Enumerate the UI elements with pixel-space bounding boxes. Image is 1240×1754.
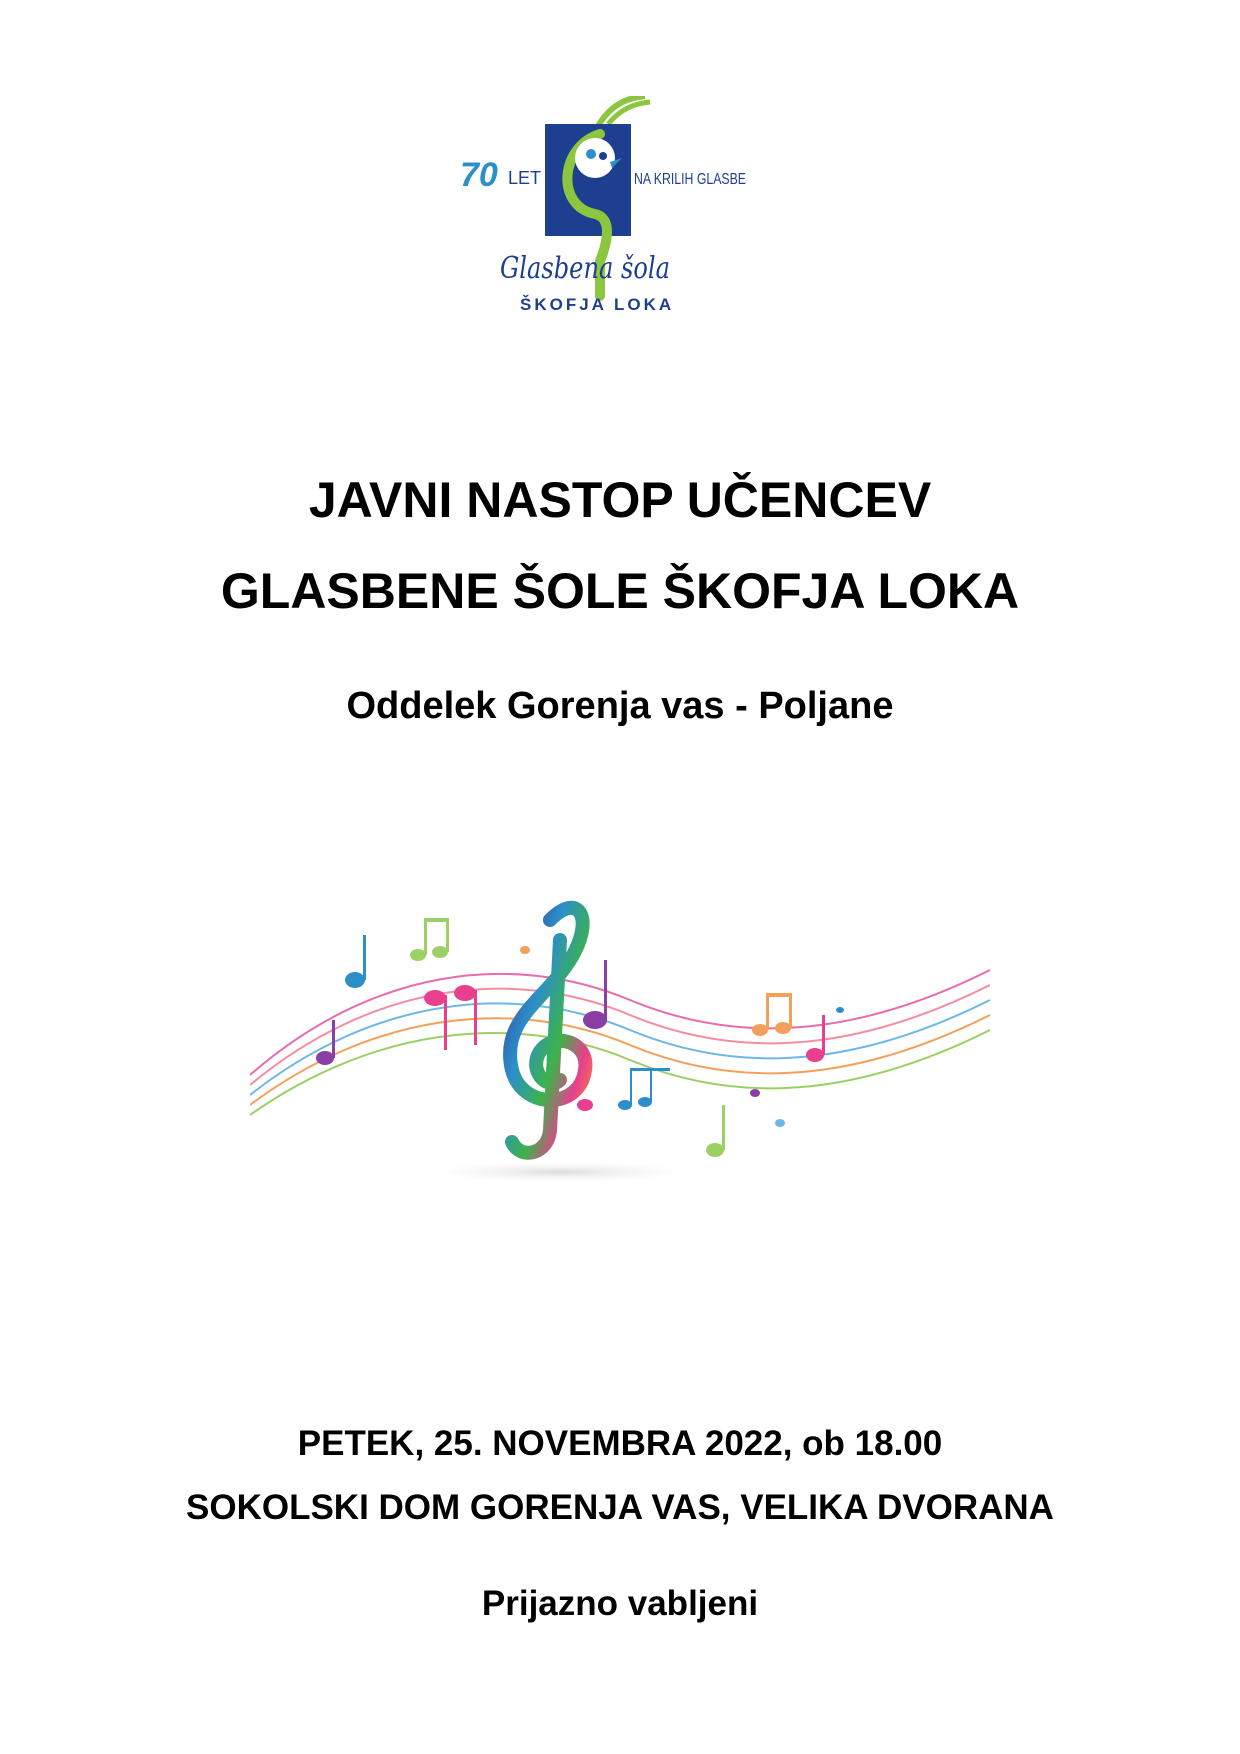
logo-number: 70 [460,156,498,194]
school-logo [450,96,800,326]
logo-slogan: NA KRILIH GLASBE [634,171,746,188]
event-venue: SOKOLSKI DOM GORENJA VAS, VELIKA DVORANA [186,1488,1054,1527]
department-subtitle: Oddelek Gorenja vas - Poljane [346,685,894,727]
heading-line-1: JAVNI NASTOP UČENCEV [308,472,932,528]
heading-line-2: GLASBENE ŠOLE ŠKOFJA LOKA [220,563,1020,619]
logo-school-name: Glasbena šola [500,251,670,286]
colorful-music-notes-treble-clef-icon [250,880,990,1200]
closing-invitation: Prijazno vabljeni [481,1584,759,1623]
logo-graphic [450,96,800,326]
logo-town: ŠKOFJA LOKA [520,295,675,314]
music-notes-illustration [250,880,990,1200]
event-date-time: PETEK, 25. NOVEMBRA 2022, ob 18.00 [297,1424,943,1463]
logo-years-word: LET [508,168,542,188]
